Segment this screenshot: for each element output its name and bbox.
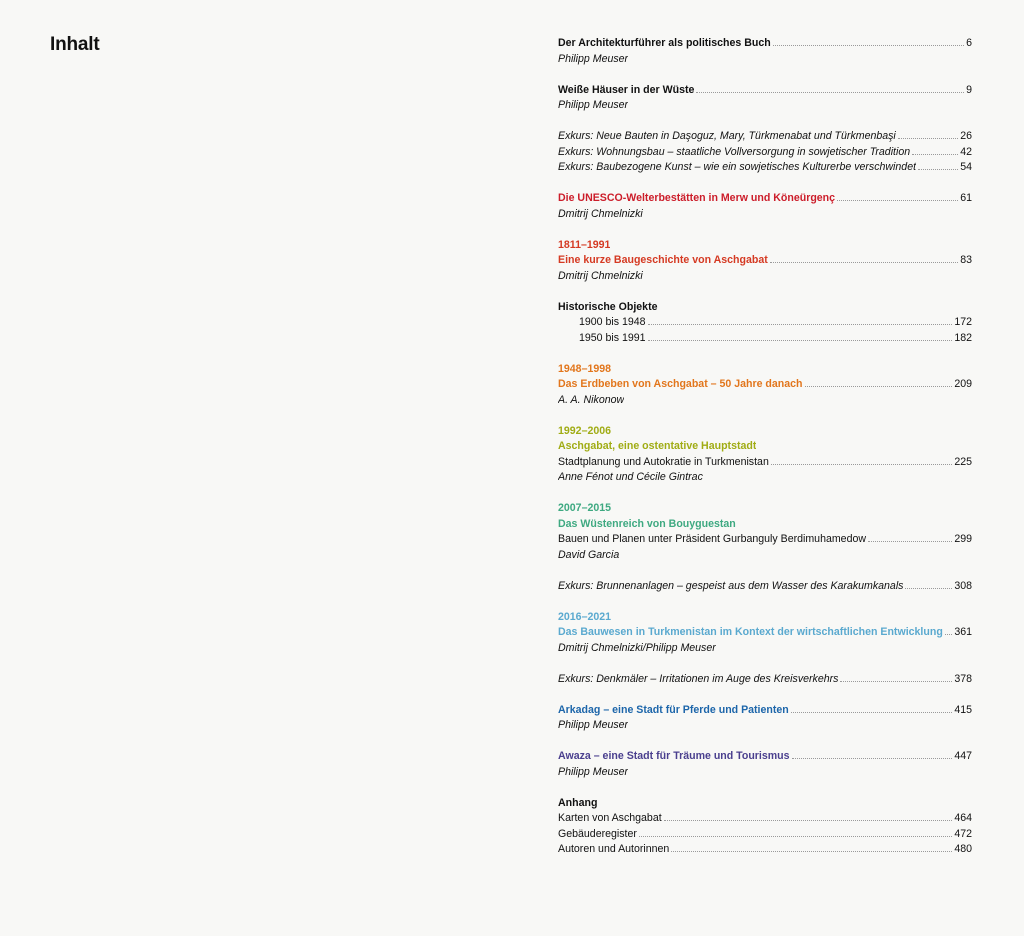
toc-page-number: 42: [960, 145, 972, 158]
toc-entry: [558, 811, 972, 827]
toc-page-number: 83: [960, 254, 972, 266]
toc-entry-text: Bauen und Planen unter Präsident Gurbanguly Berdimuhamedow: [558, 533, 867, 545]
toc-group: [558, 749, 972, 780]
toc-page-number: 299: [954, 533, 972, 545]
toc-entry-text: Stadtplanung und Autokratie in Turkmenistan: [558, 455, 769, 468]
toc-entry-text: Dmitrij Chmelnizki/Philipp Meuser: [558, 641, 716, 654]
toc-entry: [558, 145, 972, 161]
toc-group: [558, 36, 972, 67]
toc-entry-text: Eine kurze Baugeschichte von Aschgabat: [558, 254, 768, 266]
toc-entry-text: 1811–1991: [558, 238, 611, 251]
toc-page-number: 9: [966, 83, 972, 96]
toc-entry: [558, 455, 972, 471]
toc-group: [558, 579, 972, 595]
toc-page-number: 26: [960, 130, 972, 142]
toc-entry-text: Die UNESCO-Welterbestätten in Merw und Köneürgenç: [558, 192, 836, 204]
toc-page-number: 378: [954, 672, 972, 685]
toc-entry-text: Exkurs: Wohnungsbau – staatliche Vollversorgung in sowjetischer Tradition: [558, 145, 911, 158]
toc-page-number: 480: [954, 843, 972, 855]
toc-group: [558, 672, 972, 688]
toc-entry-text: Arkadag – eine Stadt für Pferde und Patienten: [558, 703, 789, 716]
toc-group: [558, 362, 972, 409]
toc-page-number: 61: [960, 192, 972, 204]
toc-heading: [558, 796, 972, 812]
toc-entry-text: Exkurs: Brunnenanlagen – gespeist aus dem Wasser des Karakumkanals: [558, 579, 904, 592]
toc-entry-text: Aschgabat, eine ostentative Hauptstadt: [558, 440, 757, 452]
toc-entry: [558, 672, 972, 688]
toc-entry-text: 1948–1998: [558, 362, 612, 375]
toc-group: [558, 610, 972, 657]
dot-leader: [945, 634, 953, 635]
toc-author: [558, 718, 972, 734]
dot-leader: [664, 820, 953, 821]
toc-group: [558, 300, 972, 347]
toc-entry-text: Autoren und Autorinnen: [558, 843, 670, 855]
toc-group: [558, 796, 972, 858]
toc-group: [558, 424, 972, 486]
dot-leader: [639, 836, 952, 837]
toc-entry: [558, 625, 972, 641]
dot-leader: [770, 262, 958, 263]
toc-author: [558, 393, 972, 409]
toc-entry-text: 1950 bis 1991: [579, 331, 646, 344]
toc-entry-text: Dmitrij Chmelnizki: [558, 269, 643, 282]
toc-entry-text: Exkurs: Neue Bauten in Daşoguz, Mary, Türkmenabat und Türkmenbaşi: [558, 130, 896, 142]
toc-page-number: 472: [954, 827, 972, 840]
toc-group: [558, 191, 972, 222]
toc-page-number: 361: [954, 626, 972, 638]
dot-leader: [671, 851, 952, 852]
toc-entry-text: Philipp Meuser: [558, 765, 629, 778]
toc-page-number: 308: [954, 579, 972, 592]
toc-entry: [558, 842, 972, 858]
toc-heading: [558, 501, 972, 517]
dot-leader: [773, 45, 964, 46]
dot-leader: [837, 200, 958, 201]
toc-page-number: 182: [954, 331, 972, 344]
toc-author: [558, 207, 972, 223]
toc-entry-text: Philipp Meuser: [558, 52, 629, 65]
toc-group: [558, 129, 972, 176]
toc-author: [558, 52, 972, 68]
toc-entry: [558, 191, 972, 207]
toc-entry-text: Gebäuderegister: [558, 827, 637, 840]
toc-group: [558, 238, 972, 285]
toc-entry: [558, 703, 972, 719]
dot-leader: [805, 386, 953, 387]
toc-entry-text: Historische Objekte: [558, 300, 658, 313]
toc-heading: [558, 610, 972, 626]
toc-author: [558, 641, 972, 657]
dot-leader: [898, 138, 958, 139]
toc-entry-text: 1992–2006: [558, 424, 612, 437]
dot-leader: [791, 712, 953, 713]
dot-leader: [648, 340, 953, 341]
toc-entry-text: Dmitrij Chmelnizki: [558, 207, 643, 220]
toc-entry-text: Philipp Meuser: [558, 719, 629, 731]
dot-leader: [840, 681, 952, 682]
toc-page-number: 6: [966, 37, 972, 49]
toc-heading: [558, 362, 972, 378]
dot-leader: [905, 588, 952, 589]
toc-entry: [558, 129, 972, 145]
dot-leader: [648, 324, 953, 325]
toc-page-number: 225: [954, 455, 972, 468]
table-of-contents: [558, 36, 972, 873]
toc-entry-text: Anhang: [558, 796, 598, 809]
toc-entry-text: 2016–2021: [558, 610, 612, 623]
dot-leader: [918, 169, 958, 170]
toc-author: [558, 765, 972, 781]
toc-entry-text: Awaza – eine Stadt für Träume und Tourismus: [558, 750, 790, 762]
toc-group: [558, 703, 972, 734]
toc-entry: [558, 315, 972, 331]
toc-entry-text: Philipp Meuser: [558, 99, 629, 111]
toc-entry: [558, 253, 972, 269]
toc-author: [558, 98, 972, 114]
toc-entry: [558, 827, 972, 843]
toc-entry-text: Das Erdbeben von Aschgabat – 50 Jahre danach: [558, 378, 803, 390]
toc-page-number: 447: [954, 750, 972, 762]
toc-entry-text: Das Wüstenreich von Bouyguestan: [558, 517, 736, 530]
toc-entry-text: 2007–2015: [558, 502, 612, 514]
toc-group: [558, 501, 972, 563]
toc-author: [558, 470, 972, 486]
toc-heading: [558, 238, 972, 254]
toc-entry: [558, 532, 972, 548]
toc-author: [558, 269, 972, 285]
toc-entry-text: Karten von Aschgabat: [558, 812, 662, 824]
toc-entry-text: David Garcia: [558, 548, 620, 561]
toc-entry-text: A. A. Nikonow: [558, 393, 625, 406]
toc-author: [558, 548, 972, 564]
toc-page-number: 209: [954, 378, 972, 390]
dot-leader: [792, 758, 953, 759]
toc-page-number: 54: [960, 161, 972, 173]
toc-entry: [558, 36, 972, 52]
toc-page-number: 415: [954, 703, 972, 716]
toc-entry-text: 1900 bis 1948: [579, 316, 646, 328]
dot-leader: [868, 541, 952, 542]
toc-group: [558, 83, 972, 114]
toc-entry: [558, 83, 972, 99]
toc-entry: [558, 579, 972, 595]
toc-page-number: 172: [954, 316, 972, 328]
toc-heading: [558, 439, 972, 455]
toc-entry: [558, 377, 972, 393]
toc-heading: [558, 517, 972, 533]
dot-leader: [912, 154, 958, 155]
toc-entry-text: Exkurs: Baubezogene Kunst – wie ein sowjetisches Kulturerbe verschwindet: [558, 161, 917, 173]
page-title: Inhalt: [50, 34, 100, 55]
toc-entry-text: Exkurs: Denkmäler – Irritationen im Auge des Kreisverkehrs: [558, 672, 839, 685]
toc-entry-text: Anne Fénot und Cécile Gintrac: [558, 471, 703, 483]
toc-page-number: 464: [954, 812, 972, 824]
toc-entry: [558, 749, 972, 765]
toc-heading: [558, 424, 972, 440]
toc-entry-text: Das Bauwesen in Turkmenistan im Kontext der wirtschaftlichen Entwicklung: [558, 626, 943, 638]
toc-entry: [558, 160, 972, 176]
dot-leader: [771, 464, 952, 465]
toc-entry-text: Der Architekturführer als politisches Buch: [558, 37, 771, 49]
toc-heading: [558, 300, 972, 316]
dot-leader: [696, 92, 964, 93]
toc-entry: [558, 331, 972, 347]
toc-entry-text: Weiße Häuser in der Wüste: [558, 83, 695, 96]
